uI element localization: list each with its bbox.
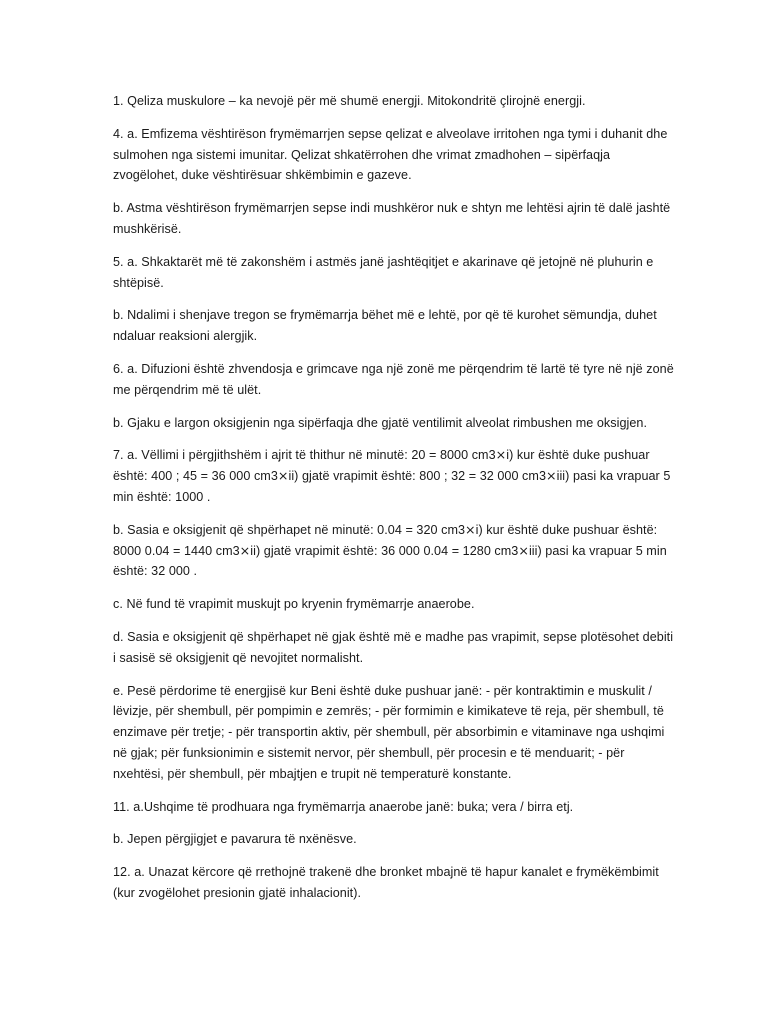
- paragraph-q7c: c. Në fund të vrapimit muskujt po kryenin frymëmarrje anaerobe.: [113, 597, 475, 612]
- document-page: [113, 91, 678, 916]
- paragraph-q4b: b. Astma vështirëson frymëmarrjen sepse indi mushkëror nuk e shtyn me lehtësi ajrin të dalë jashtë mushkërisë.: [113, 201, 671, 236]
- paragraph-q7a: 7. a. Vëllimi i përgjithshëm i ajrit të thithur në minutë: 20 = 8000 cm3⨯i) kur është duke pushuar është: 400 ; 45 = 36 000 cm3⨯ii) gjatë vrapimit është: 800 ; 32 = 32 000 cm3⨯iii) pasi ka vrapuar 5 min është: 1000 .: [113, 448, 671, 504]
- paragraph-q12a: 12. a. Unazat kërcore që rrethojnë trakenë dhe bronket mbajnë të hapur kanalet e frymëkëmbimit (kur zvogëlohet presionin gjatë inhalacionit).: [113, 865, 659, 900]
- paragraph-q6a: 6. a. Difuzioni është zhvendosja e grimcave nga një zonë me përqendrim të lartë të tyre në një zonë me përqendrim më të ulët.: [113, 361, 674, 397]
- paragraph-q6b: b. Gjaku e largon oksigjenin nga sipërfaqja dhe gjatë ventilimit alveolat rimbushen me oksigjen.: [113, 415, 648, 430]
- paragraph-q7e: e. Pesë përdorime të energjisë kur Beni është duke pushuar janë: - për kontraktimin e muskulit / lëvizje, për shembull, për pompimin e zemrës; - për formimin e kimikateve të reja, për shembull, të enzimave për tretje; - për transportin aktiv, për shembull, për absorbimin e vitaminave nga ushqimi në gjak; për funksionimin e sistemit nervor, për shembull, për procesin e të menduarit; - për nxehtësi, për shembull, për mbajtjen e trupit në temperaturë konstante.: [113, 683, 665, 781]
- paragraph-q1: 1. Qeliza muskulore – ka nevojë për më shumë energji. Mitokondritë çlirojnë energji.: [113, 94, 586, 108]
- paragraph-q5b: b. Ndalimi i shenjave tregon se frymëmarrja bëhet më e lehtë, por që të kurohet sëmundja, duhet ndaluar reaksioni alergjik.: [113, 308, 657, 344]
- paragraph-q7d: d. Sasia e oksigjenit që shpërhapet në gjak është më e madhe pas vrapimit, sepse plotësohet debiti i sasisë së oksigjenit që nevojitet normalisht.: [113, 629, 674, 665]
- paragraph-q7b: b. Sasia e oksigjenit që shpërhapet në minutë: 0.04 = 320 cm3⨯i) kur është duke pushuar është: 8000 0.04 = 1440 cm3⨯ii) gjatë vrapimit është: 36 000 0.04 = 1280 cm3⨯iii) pasi ka vrapuar 5 min është: 32 000 .: [113, 522, 667, 579]
- paragraph-q11a: 11. a.Ushqime të prodhuara nga frymëmarrja anaerobe janë: buka; vera / birra etj.: [113, 799, 574, 814]
- paragraph-q11b: b. Jepen përgjigjet e pavarura të nxënësve.: [113, 832, 357, 847]
- paragraph-q5a: 5. a. Shkaktarët më të zakonshëm i astmës janë jashtëqitjet e akarinave që jetojnë në pluhurin e shtëpisë.: [113, 254, 654, 290]
- paragraph-q4a: 4. a. Emfizema vështirëson frymëmarrjen sepse qelizat e alveolave irritohen nga tymi i duhanit dhe sulmohen nga sistemi imunitar. Qelizat shkatërrohen dhe vrimat zmadhohen – sipërfaqja zvogëlohet, duke vështirësuar shkëmbimin e gazeve.: [113, 126, 668, 183]
